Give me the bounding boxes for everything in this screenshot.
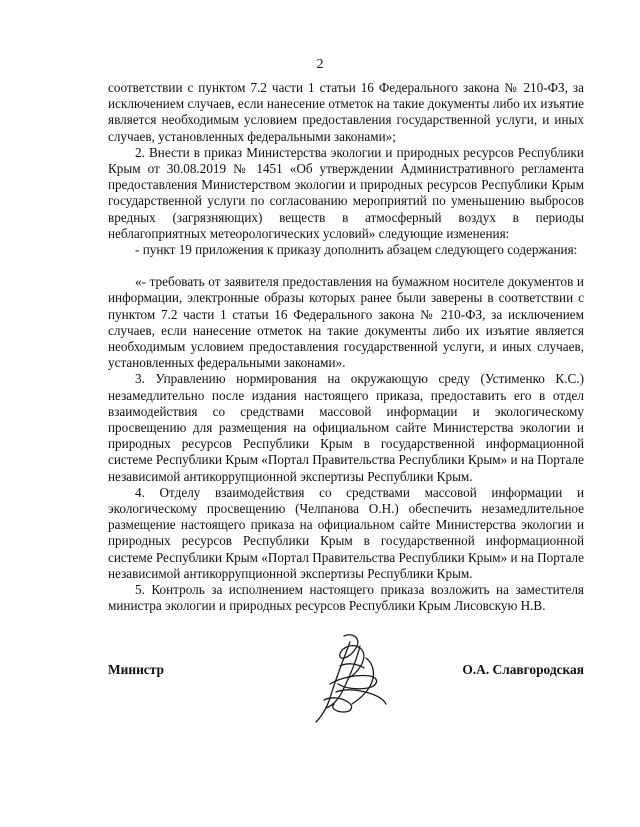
paragraph-item-5: 5. Контроль за исполнением настоящего приказа возложить на заместителя министра экологии и природных ресурсов Республики Крым Лисовскую Н.В. — [108, 582, 584, 614]
handwritten-signature-icon — [300, 628, 410, 726]
paragraph-quoted-text: «- требовать от заявителя предоставления на бумажном носителе документов и информации, электронные образы которых ранее были заверены в соответствии с пунктом 7.2 части 1 статьи 16 Федерального закона № 210-ФЗ, за исключением случаев, если нанесение отметок на такие документы либо их изъятие является необходимым условием предоставления государственной услуги, и иных случаев, установленных федеральными законами». — [108, 274, 584, 371]
signatory-name: О.А. Славгородская — [462, 662, 584, 677]
paragraph-spacer — [108, 258, 584, 274]
paragraph-item-2-change: - пункт 19 приложения к приказу дополнить абзацем следующего содержания: — [135, 242, 578, 258]
paragraph-item-3: 3. Управлению нормирования на окружающую среду (Устименко К.С.) незамедлительно после издания настоящего приказа, предоставить его в отдел взаимодействия со средствами массовой информации и экологическому просвещению для размещения на официальном сайте Министерства экологии и природных ресурсов Республики Крым в государственной информационной системе Республики Крым «Портал Правительства Республики Крым» и на Портале независимой антикоррупционной экспертизы Республики Крым. — [108, 371, 584, 484]
page-number: 2 — [316, 57, 324, 72]
signatory-title: Министр — [108, 662, 164, 677]
document-body — [108, 80, 584, 615]
paragraph-item-2: 2. Внести в приказ Министерства экологии и природных ресурсов Республики Крым от 30.08.2019 № 1451 «Об утверждении Административного регламента предоставления Министерством экологии и природных ресурсов Республики Крым государственной услуги по согласованию мероприятий по уменьшению выбросов вредных (загрязняющих) веществ в атмосферный воздух в периоды неблагоприятных метеорологических условий» следующие изменения: — [108, 144, 584, 241]
paragraph-continuation: соответствии с пунктом 7.2 части 1 статьи 16 Федерального закона № 210-ФЗ, за исключением случаев, если нанесение отметок на такие документы либо их изъятие является необходимым условием предоставления государственной услуги, и иных случаев, установленных федеральными законами»; — [108, 80, 584, 144]
paragraph-item-4: 4. Отделу взаимодействия со средствами массовой информации и экологическому просвещению (Челпанова О.Н.) обеспечить незамедлительное размещение настоящего приказа на официальном сайте Министерства экологии и природных ресурсов Республики Крым в государственной информационной системе Республики Крым «Портал Правительства Республики Крым» и на Портале независимой антикоррупционной экспертизы Республики Крым. — [108, 484, 584, 581]
